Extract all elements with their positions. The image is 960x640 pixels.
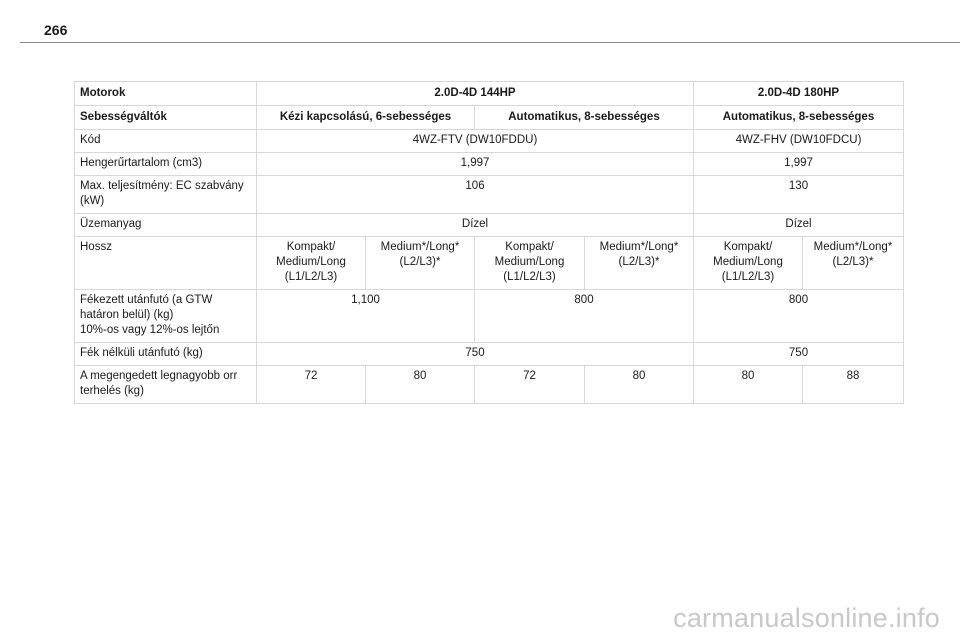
table-row-braked-trailer — [75, 290, 904, 343]
site-watermark: carmanualsonline.info — [673, 603, 940, 633]
cell-length-3: Kompakt/ Medium/Long (L1/L2/L3) — [475, 237, 585, 290]
cell-length-1: Kompakt/ Medium/Long (L1/L2/L3) — [257, 237, 366, 290]
cell-fuel-180: Dízel — [694, 214, 904, 237]
cell-length-6: Medium*/Long* (L2/L3)* — [803, 237, 904, 290]
header-engine-144hp: 2.0D-4D 144HP — [257, 82, 694, 106]
cell-length-4: Medium*/Long* (L2/L3)* — [585, 237, 694, 290]
header-gearbox-auto-144: Automatikus, 8-sebességes — [475, 106, 694, 130]
cell-length-2: Medium*/Long* (L2/L3)* — [366, 237, 475, 290]
cell-load-2: 80 — [366, 366, 475, 404]
cell-load-6: 88 — [803, 366, 904, 404]
cell-length-5: Kompakt/ Medium/Long (L1/L2/L3) — [694, 237, 803, 290]
table-row-max-load — [75, 366, 904, 404]
cell-unbraked-144: 750 — [257, 343, 694, 366]
header-gearbox-auto-180: Automatikus, 8-sebességes — [694, 106, 904, 130]
row-label: Üzemanyag — [75, 214, 257, 237]
table-row-unbraked-trailer — [75, 343, 904, 366]
cell-displacement-144: 1,997 — [257, 153, 694, 176]
row-label: Hossz — [75, 237, 257, 290]
table-header-gearboxes — [75, 106, 904, 130]
table-row-fuel — [75, 214, 904, 237]
row-label-line: Fékezett utánfutó (a GTW — [80, 294, 213, 306]
cell-displacement-180: 1,997 — [694, 153, 904, 176]
table-header-engines — [75, 82, 904, 106]
cell-code-144: 4WZ-FTV (DW10FDDU) — [257, 130, 694, 153]
header-gearbox-manual: Kézi kapcsolású, 6-sebességes — [257, 106, 475, 130]
page-number: 266 — [44, 22, 68, 38]
cell-unbraked-180: 750 — [694, 343, 904, 366]
table-row-length — [75, 237, 904, 290]
row-label: Fék nélküli utánfutó (kg) — [75, 343, 257, 366]
cell-code-180: 4WZ-FHV (DW10FDCU) — [694, 130, 904, 153]
engine-spec-table — [74, 81, 904, 404]
cell-braked-auto-180: 800 — [694, 290, 904, 343]
cell-fuel-144: Dízel — [257, 214, 694, 237]
cell-power-144: 106 — [257, 176, 694, 214]
row-label: Max. teljesítmény: EC szabvány (kW) — [75, 176, 257, 214]
cell-load-3: 72 — [475, 366, 585, 404]
row-label-line: határon belül) (kg) — [80, 309, 174, 321]
table-row-power — [75, 176, 904, 214]
row-label-line: 10%-os vagy 12%-os lejtőn — [80, 324, 220, 336]
row-label: Hengerűrtartalom (cm3) — [75, 153, 257, 176]
row-label: Kód — [75, 130, 257, 153]
header-label-engines: Motorok — [75, 82, 257, 106]
table-row-displacement — [75, 153, 904, 176]
header-divider — [20, 42, 960, 43]
cell-power-180: 130 — [694, 176, 904, 214]
table-row-code — [75, 130, 904, 153]
cell-load-1: 72 — [257, 366, 366, 404]
row-label-braked-trailer — [75, 290, 257, 343]
cell-braked-manual: 1,100 — [257, 290, 475, 343]
cell-braked-auto-144: 800 — [475, 290, 694, 343]
cell-load-5: 80 — [694, 366, 803, 404]
cell-load-4: 80 — [585, 366, 694, 404]
header-engine-180hp: 2.0D-4D 180HP — [694, 82, 904, 106]
header-label-gearboxes: Sebességváltók — [75, 106, 257, 130]
row-label: A megengedett legnagyobb orr terhelés (kg) — [75, 366, 257, 404]
